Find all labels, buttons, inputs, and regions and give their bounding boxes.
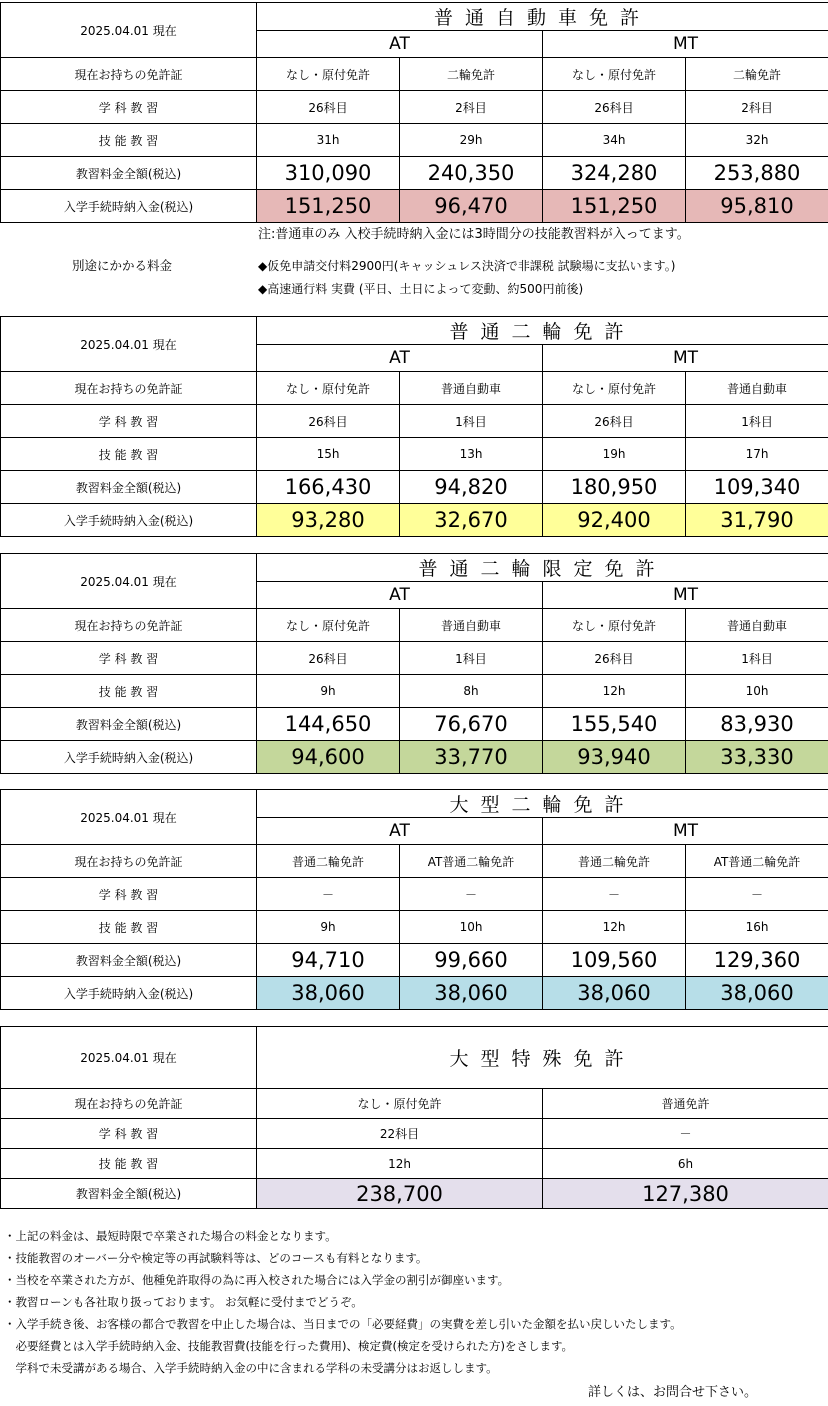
price-cell: 310,090 [257, 157, 400, 190]
cell: 26科目 [257, 642, 400, 675]
cell: 普通二輪免許 [543, 845, 686, 878]
row-label: 教習料金全額(税込) [1, 708, 257, 741]
cell: 34h [543, 124, 686, 157]
date-label: 2025.04.01 現在 [1, 3, 257, 58]
mt-header: MT [543, 31, 828, 58]
deposit-cell: 38,060 [543, 977, 686, 1010]
row-label: 技 能 教 習 [1, 675, 257, 708]
at-header: AT [257, 818, 543, 845]
cell: なし・原付免許 [257, 372, 400, 405]
cell: 普通二輪免許 [257, 845, 400, 878]
cell: 普通自動車 [686, 372, 828, 405]
price-cell: 94,820 [400, 471, 543, 504]
deposit-cell: 38,060 [686, 977, 828, 1010]
deposit-cell: 96,470 [400, 190, 543, 223]
row-label: 技 能 教 習 [1, 911, 257, 944]
price-cell: 76,670 [400, 708, 543, 741]
price-cell: 166,430 [257, 471, 400, 504]
deposit-cell: 95,810 [686, 190, 828, 223]
cell: 1科目 [400, 642, 543, 675]
at-header: AT [257, 31, 543, 58]
mt-header: MT [543, 818, 828, 845]
section-title: 普通二輪免許 [257, 317, 828, 345]
footnote: ・技能教習のオーバー分や検定等の再試験料等は、どのコースも有料となります。 [4, 1251, 428, 1265]
cell: AT普通二輪免許 [686, 845, 828, 878]
cell: － [400, 878, 543, 911]
cell: なし・原付免許 [257, 58, 400, 91]
section-title: 普通二輪限定免許 [257, 554, 828, 582]
price-cell: 83,930 [686, 708, 828, 741]
closing-text: 詳しくは、お問合せ下さい。 [588, 1385, 758, 1400]
date-label: 2025.04.01 現在 [1, 554, 257, 609]
table-large-motorcycle [0, 789, 828, 1010]
extra-fee-label: 別途にかかる料金 [72, 258, 173, 273]
cell: 8h [400, 675, 543, 708]
cell: 29h [400, 124, 543, 157]
extra-fee-1: ◆仮免申請交付料2900円(キャッシュレス決済で非課税 試験場に支払います。) [258, 259, 676, 273]
price-cell: 109,560 [543, 944, 686, 977]
deposit-cell: 33,330 [686, 741, 828, 774]
footnote: ・入学手続き後、お客様の都合で教習を中止した場合は、当日までの「必要経費」の実費を差し引いた金額を払い戻しいたします。 [4, 1317, 682, 1331]
deposit-cell: 94,600 [257, 741, 400, 774]
row-label: 技 能 教 習 [1, 1149, 257, 1179]
cell: 26科目 [257, 405, 400, 438]
row-label: 学 科 教 習 [1, 642, 257, 675]
cell: － [543, 878, 686, 911]
footnote: 必要経費とは入学手続時納入金、技能教習費(技能を行った費用)、検定費(検定を受けられた方)をさします。 [4, 1339, 574, 1353]
deposit-cell: 31,790 [686, 504, 828, 537]
row-label: 学 科 教 習 [1, 91, 257, 124]
cell: 9h [257, 675, 400, 708]
section-title: 大型二輪免許 [257, 790, 828, 818]
price-cell: 144,650 [257, 708, 400, 741]
cell: 6h [543, 1149, 828, 1179]
price-cell: 238,700 [257, 1179, 543, 1209]
table-large-special [0, 1026, 828, 1209]
date-label: 2025.04.01 現在 [1, 1027, 257, 1089]
deposit-cell: 93,280 [257, 504, 400, 537]
date-label: 2025.04.01 現在 [1, 317, 257, 372]
extra-fee-2: ◆高速通行料 実費 (平日、土日によって変動、約500円前後) [258, 282, 584, 296]
cell: 17h [686, 438, 828, 471]
cell: 26科目 [543, 642, 686, 675]
cell: なし・原付免許 [543, 58, 686, 91]
cell: 二輪免許 [686, 58, 828, 91]
cell: 2科目 [400, 91, 543, 124]
row-label: 現在お持ちの免許証 [1, 372, 257, 405]
cell: 普通免許 [543, 1089, 828, 1119]
cell: 22科目 [257, 1119, 543, 1149]
deposit-cell: 92,400 [543, 504, 686, 537]
price-cell: 240,350 [400, 157, 543, 190]
cell: 26科目 [543, 91, 686, 124]
cell: なし・原付免許 [543, 372, 686, 405]
row-label: 教習料金全額(税込) [1, 1179, 257, 1209]
note-standard-car: 注:普通車のみ 入校手続時納入金には3時間分の技能教習料が入ってます。 [258, 227, 690, 242]
price-cell: 324,280 [543, 157, 686, 190]
cell: － [543, 1119, 828, 1149]
cell: 19h [543, 438, 686, 471]
deposit-cell: 32,670 [400, 504, 543, 537]
deposit-cell: 151,250 [543, 190, 686, 223]
cell: 10h [686, 675, 828, 708]
cell: 12h [257, 1149, 543, 1179]
date-label: 2025.04.01 現在 [1, 790, 257, 845]
row-label: 教習料金全額(税込) [1, 157, 257, 190]
row-label: 学 科 教 習 [1, 405, 257, 438]
cell: 12h [543, 675, 686, 708]
cell: 26科目 [257, 91, 400, 124]
table-motorcycle [0, 316, 828, 537]
footnote: ・上記の料金は、最短時限で卒業された場合の料金となります。 [4, 1229, 337, 1243]
cell: AT普通二輪免許 [400, 845, 543, 878]
deposit-cell: 151,250 [257, 190, 400, 223]
row-label: 技 能 教 習 [1, 124, 257, 157]
cell: 1科目 [686, 642, 828, 675]
mt-header: MT [543, 582, 828, 609]
row-label: 技 能 教 習 [1, 438, 257, 471]
section-title: 普通自動車免許 [257, 3, 828, 31]
cell: 26科目 [543, 405, 686, 438]
price-cell: 109,340 [686, 471, 828, 504]
section-title: 大型特殊免許 [257, 1027, 828, 1089]
cell: 13h [400, 438, 543, 471]
cell: なし・原付免許 [257, 1089, 543, 1119]
cell: 32h [686, 124, 828, 157]
price-cell: 129,360 [686, 944, 828, 977]
cell: 9h [257, 911, 400, 944]
cell: なし・原付免許 [257, 609, 400, 642]
deposit-cell: 38,060 [400, 977, 543, 1010]
at-header: AT [257, 345, 543, 372]
footnote: ・教習ローンも各社取り扱っております。 お気軽に受付までどうぞ。 [4, 1295, 363, 1309]
cell: なし・原付免許 [543, 609, 686, 642]
row-label: 入学手続時納入金(税込) [1, 977, 257, 1010]
footnote: 学科で未受講がある場合、入学手続時納入金の中に含まれる学科の未受講分はお返しします。 [4, 1361, 498, 1375]
row-label: 入学手続時納入金(税込) [1, 504, 257, 537]
cell: － [686, 878, 828, 911]
cell: 16h [686, 911, 828, 944]
price-cell: 253,880 [686, 157, 828, 190]
price-cell: 127,380 [543, 1179, 828, 1209]
row-label: 学 科 教 習 [1, 1119, 257, 1149]
cell: 12h [543, 911, 686, 944]
cell: 二輪免許 [400, 58, 543, 91]
at-header: AT [257, 582, 543, 609]
cell: 普通自動車 [686, 609, 828, 642]
row-label: 教習料金全額(税込) [1, 471, 257, 504]
cell: 普通自動車 [400, 372, 543, 405]
row-label: 現在お持ちの免許証 [1, 845, 257, 878]
price-cell: 99,660 [400, 944, 543, 977]
cell: 1科目 [400, 405, 543, 438]
table-motorcycle-limited [0, 553, 828, 774]
price-cell: 94,710 [257, 944, 400, 977]
row-label: 学 科 教 習 [1, 878, 257, 911]
row-label: 教習料金全額(税込) [1, 944, 257, 977]
row-label: 入学手続時納入金(税込) [1, 741, 257, 774]
table-standard-car [0, 2, 828, 223]
deposit-cell: 93,940 [543, 741, 686, 774]
row-label: 入学手続時納入金(税込) [1, 190, 257, 223]
deposit-cell: 38,060 [257, 977, 400, 1010]
cell: 普通自動車 [400, 609, 543, 642]
cell: 2科目 [686, 91, 828, 124]
price-cell: 155,540 [543, 708, 686, 741]
cell: － [257, 878, 400, 911]
cell: 31h [257, 124, 400, 157]
row-label: 現在お持ちの免許証 [1, 609, 257, 642]
footnote: ・当校を卒業された方が、他種免許取得の為に再入校された場合には入学金の割引が御座います。 [4, 1273, 510, 1287]
mt-header: MT [543, 345, 828, 372]
deposit-cell: 33,770 [400, 741, 543, 774]
cell: 1科目 [686, 405, 828, 438]
cell: 10h [400, 911, 543, 944]
row-label: 現在お持ちの免許証 [1, 1089, 257, 1119]
row-label: 現在お持ちの免許証 [1, 58, 257, 91]
cell: 15h [257, 438, 400, 471]
price-cell: 180,950 [543, 471, 686, 504]
